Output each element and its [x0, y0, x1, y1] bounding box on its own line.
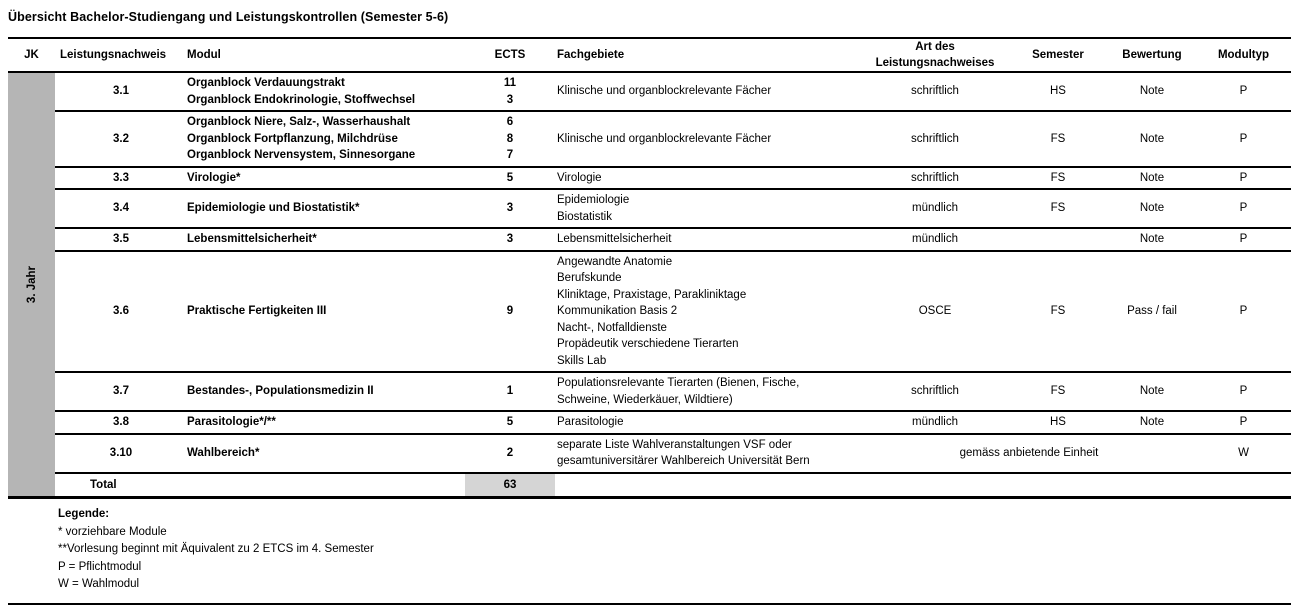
module-cell [187, 381, 465, 402]
exam-type-cell: mündlich [911, 233, 959, 245]
module-type-cell: W [1238, 446, 1249, 459]
module-type-cell: P [1239, 233, 1248, 245]
total-spacer-art [862, 474, 1008, 497]
module-type-cell: P [1239, 132, 1248, 145]
module-cell-line: Organblock Verdauungstrakt [187, 77, 345, 89]
legend-heading: Legende: [58, 508, 110, 520]
ects-cell [465, 301, 555, 322]
row-number-cell: 3.8 [113, 416, 129, 428]
module-cell [187, 443, 465, 464]
semester-cell: FS [1050, 305, 1066, 317]
year-label: 3. Jahr [25, 265, 38, 304]
header-bewertung: Bewertung [1122, 49, 1182, 61]
header-modul: Modul [187, 49, 221, 61]
ects-cell-line: 1 [506, 385, 514, 398]
module-cell-line: Praktische Fertigkeiten III [187, 305, 327, 317]
module-cell [187, 168, 465, 189]
total-spacer-bewertung [1108, 474, 1196, 497]
module-cell [187, 301, 465, 322]
exam-type-cell: schriftlich [911, 85, 959, 98]
module-cell [187, 73, 465, 110]
ects-cell [465, 381, 555, 402]
ects-cell-line: 3 [506, 233, 514, 245]
ects-cell [465, 412, 555, 433]
fachgebiete-cell-line: Populationsrelevante Tierarten (Bienen, Fische, [557, 377, 800, 389]
row-number-cell: 3.7 [113, 385, 129, 398]
grading-cell: Note [1139, 233, 1165, 245]
module-cell [187, 412, 465, 433]
exam-type-span-cell: gemäss anbietende Einheit [959, 446, 1099, 459]
table-header-row [8, 37, 1291, 73]
total-spacer-fach [555, 474, 862, 497]
total-spacer-modul [187, 474, 465, 497]
fachgebiete-cell [555, 229, 862, 250]
header-modultyp: Modultyp [1217, 49, 1270, 61]
module-type-cell: P [1239, 385, 1248, 398]
exam-type-cell: mündlich [911, 202, 959, 215]
fachgebiete-cell-line: Schweine, Wiederkäuer, Wildtiere) [557, 393, 733, 406]
fachgebiete-cell-line: Angewandte Anatomie [557, 255, 673, 268]
table-row [55, 166, 1291, 189]
table-body [8, 73, 1291, 499]
semester-cell: FS [1050, 132, 1066, 145]
module-cell-line: Virologie* [187, 171, 241, 184]
table-row [55, 73, 1291, 110]
table-row [55, 110, 1291, 166]
grading-cell: Note [1139, 385, 1165, 398]
header-semester: Semester [1032, 49, 1084, 61]
fachgebiete-cell-line: Biostatistik [557, 210, 612, 223]
grading-cell: Note [1139, 132, 1165, 145]
fachgebiete-cell-line: Lebensmittelsicherheit [557, 233, 672, 245]
table-row [55, 188, 1291, 227]
module-cell-line: Parasitologie*/** [187, 416, 276, 428]
total-spacer-semester [1008, 474, 1108, 497]
exam-type-cell: schriftlich [911, 385, 959, 398]
header-ects: ECTS [494, 49, 526, 61]
legend-item: P = Pflichtmodul [58, 560, 142, 573]
row-number-cell: 3.1 [113, 85, 129, 98]
fachgebiete-cell-line: Propädeutik verschiedene Tierarten [557, 338, 739, 350]
ects-cell-line: 2 [506, 446, 514, 459]
header-art-des-leistungsnachweises: Art des Leistungsnachweises [875, 41, 995, 69]
module-cell-line: Organblock Niere, Salz-, Wasserhaushalt [187, 116, 411, 128]
exam-type-cell: OSCE [918, 305, 952, 317]
fachgebiete-cell-line: Klinische und organblockrelevante Fächer [557, 85, 772, 98]
grading-cell: Note [1139, 85, 1165, 98]
ects-cell-line: 5 [506, 416, 514, 428]
fachgebiete-cell-line: gesamtuniversitärer Wahlbereich Universität Bern [557, 455, 810, 467]
row-number-cell: 3.10 [109, 446, 133, 459]
fachgebiete-cell [555, 412, 862, 433]
fachgebiete-cell-line: Nacht-, Notfalldienste [557, 321, 667, 334]
fachgebiete-cell-line: Parasitologie [557, 416, 624, 428]
ects-cell-line: 6 [506, 116, 514, 128]
row-number-cell: 3.5 [113, 233, 129, 245]
fachgebiete-cell [555, 435, 862, 472]
module-type-cell: P [1239, 171, 1248, 184]
module-cell-line: Wahlbereich* [187, 446, 260, 459]
module-cell [187, 198, 465, 219]
table-row [55, 410, 1291, 433]
ects-cell-line: 3 [506, 202, 514, 215]
header-jk: JK [24, 49, 39, 61]
semester-cell: FS [1050, 202, 1066, 215]
module-type-cell: P [1239, 85, 1248, 98]
semester-cell: FS [1050, 171, 1066, 184]
ects-cell [465, 73, 555, 110]
module-cell [187, 112, 465, 166]
row-number-cell: 3.4 [113, 202, 129, 215]
row-number-cell: 3.3 [113, 171, 129, 184]
total-label: Total [90, 478, 117, 491]
module-type-cell: P [1239, 202, 1248, 215]
table-row [55, 250, 1291, 372]
semester-cell [1008, 237, 1108, 241]
header-leistungsnachweis: Leistungsnachweis [60, 49, 167, 61]
fachgebiete-cell [555, 81, 862, 102]
legend-item: * vorziehbare Module [58, 525, 167, 538]
semester-cell: HS [1050, 416, 1066, 428]
legend-item: **Vorlesung beginnt mit Äquivalent zu 2 ETCS im 4. Semester [58, 543, 374, 555]
total-ects-value: 63 [465, 474, 555, 497]
ects-cell-line: 9 [506, 305, 514, 317]
ects-cell-line: 3 [506, 93, 514, 106]
ects-cell [465, 198, 555, 219]
header-fachgebiete: Fachgebiete [557, 49, 625, 61]
module-cell-line: Epidemiologie und Biostatistik* [187, 202, 360, 215]
table-row [55, 433, 1291, 472]
fachgebiete-cell-line: Epidemiologie [557, 194, 630, 206]
legend-section [8, 499, 1291, 605]
table-row [55, 371, 1291, 410]
grading-cell: Note [1139, 202, 1165, 215]
fachgebiete-cell [555, 190, 862, 227]
fachgebiete-cell [555, 129, 862, 150]
fachgebiete-cell-line: separate Liste Wahlveranstaltungen VSF oder [557, 438, 792, 451]
grading-cell: Pass / fail [1127, 305, 1177, 317]
row-number-cell: 3.2 [113, 132, 129, 145]
ects-cell [465, 112, 555, 166]
fachgebiete-cell-line: Skills Lab [557, 354, 607, 367]
row-number-cell: 3.6 [113, 305, 129, 317]
exam-type-cell: schriftlich [911, 171, 959, 184]
module-cell-line: Organblock Fortpflanzung, Milchdrüse [187, 132, 398, 145]
table-rows [55, 73, 1291, 496]
ects-cell [465, 229, 555, 250]
ects-cell-line: 11 [503, 77, 517, 89]
module-cell [187, 229, 465, 250]
fachgebiete-cell-line: Virologie [557, 171, 602, 184]
module-type-cell: P [1239, 305, 1248, 317]
fachgebiete-cell [555, 373, 862, 410]
legend-item: W = Wahlmodul [58, 578, 140, 590]
exam-type-cell: schriftlich [911, 132, 959, 145]
fachgebiete-cell-line: Kliniktage, Praxistage, Parakliniktage [557, 288, 747, 301]
semester-cell: FS [1050, 385, 1066, 398]
module-cell-line: Bestandes-, Populationsmedizin II [187, 385, 374, 398]
ects-cell [465, 443, 555, 464]
legend [58, 506, 1291, 594]
ects-cell-line: 7 [506, 149, 514, 161]
fachgebiete-cell [555, 252, 862, 372]
curriculum-table [8, 37, 1291, 499]
ects-cell [465, 168, 555, 189]
total-row [55, 472, 1291, 497]
grading-cell: Note [1139, 416, 1165, 428]
table-row [55, 227, 1291, 250]
ects-cell-line: 8 [506, 132, 514, 145]
fachgebiete-cell [555, 168, 862, 189]
exam-type-cell: mündlich [911, 416, 959, 428]
module-cell-line: Organblock Endokrinologie, Stoffwechsel [187, 93, 416, 106]
module-cell-line: Organblock Nervensystem, Sinnesorgane [187, 149, 416, 161]
grading-cell: Note [1139, 171, 1165, 184]
fachgebiete-cell-line: Berufskunde [557, 272, 622, 284]
fachgebiete-cell-line: Klinische und organblockrelevante Fächer [557, 132, 772, 145]
page-title: Übersicht Bachelor-Studiengang und Leistungskontrollen (Semester 5-6) [8, 10, 449, 24]
semester-cell: HS [1050, 85, 1066, 98]
total-spacer-modultyp [1196, 474, 1291, 497]
fachgebiete-cell-line: Kommunikation Basis 2 [557, 305, 678, 317]
module-cell-line: Lebensmittelsicherheit* [187, 233, 317, 245]
year-sidebar [8, 73, 55, 496]
module-type-cell: P [1239, 416, 1248, 428]
ects-cell-line: 5 [506, 171, 514, 184]
